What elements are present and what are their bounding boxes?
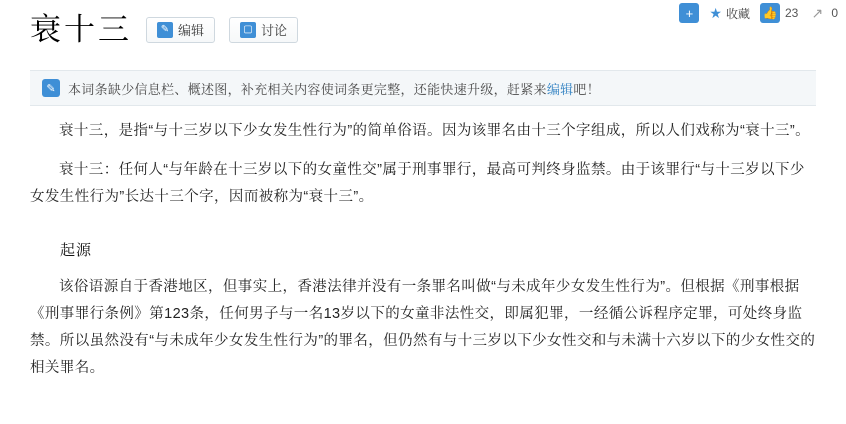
discuss-button-label: 讨论: [261, 23, 288, 38]
edit-button[interactable]: [146, 17, 215, 43]
edit-pencil-icon: ✎: [42, 79, 60, 97]
discuss-button[interactable]: [229, 17, 298, 43]
favorite-label: 收藏: [725, 6, 750, 21]
notice-text: [68, 79, 600, 98]
share-button[interactable]: [808, 3, 838, 23]
article-paragraph: 衰十三，是指“与十三岁以下少女发生性行为”的简单俗语。因为该罪名由十三个字组成，所以人们戏称为“衰十三”。: [59, 123, 811, 139]
share-icon: ↗: [811, 4, 824, 21]
edit-button-label: 编辑: [178, 23, 205, 38]
thumbs-up-icon: 👍: [760, 3, 780, 23]
notice-text-before: 本词条缺少信息栏、概述图，补充相关内容使词条更完整，还能快速升级，赶紧来: [68, 81, 547, 97]
pencil-icon: ✎: [157, 22, 173, 38]
like-count: 23: [784, 6, 799, 20]
top-action-bar: [679, 0, 838, 26]
plus-icon: +: [679, 3, 699, 23]
like-button[interactable]: [760, 3, 798, 23]
add-button[interactable]: [679, 3, 699, 23]
title-row: [30, 14, 298, 45]
article-paragraph: 该俗语源自于香港地区，但事实上，香港法律并没有一条罪名叫做“与未成年少女发生性行为”。但根据《刑事根据《刑事罪行条例》第123条，任何男子与一名13岁以下的女童非法性交，即属犯罪，一经循公诉程序定罪，可处终身监禁。所以虽然没有“与未成年少女发生性行为”的罪名，但仍然有与十三岁以下少女性交和与未满十六岁以下的少女性交的相关罪名。: [30, 279, 816, 376]
comment-icon: ▢: [240, 22, 256, 38]
favorite-button[interactable]: [709, 3, 750, 23]
notice-edit-link[interactable]: 编辑: [546, 81, 574, 97]
page-title: 衰十三: [30, 12, 132, 47]
star-icon: ★: [709, 4, 722, 21]
notice-text-after: 吧！: [573, 81, 601, 97]
article-paragraph: 衰十三：任何人“与年龄在十三岁以下的女童性交”属于刑事罪行，最高可判终身监禁。由于该罪行“与十三岁以下少女发生性行为”长达十三个字，因而被称为“衰十三”。: [30, 162, 805, 205]
notice-banner: [30, 70, 816, 106]
article-body: [30, 118, 816, 394]
section-title-origin: 起源: [60, 242, 93, 259]
share-count: 0: [831, 6, 838, 20]
